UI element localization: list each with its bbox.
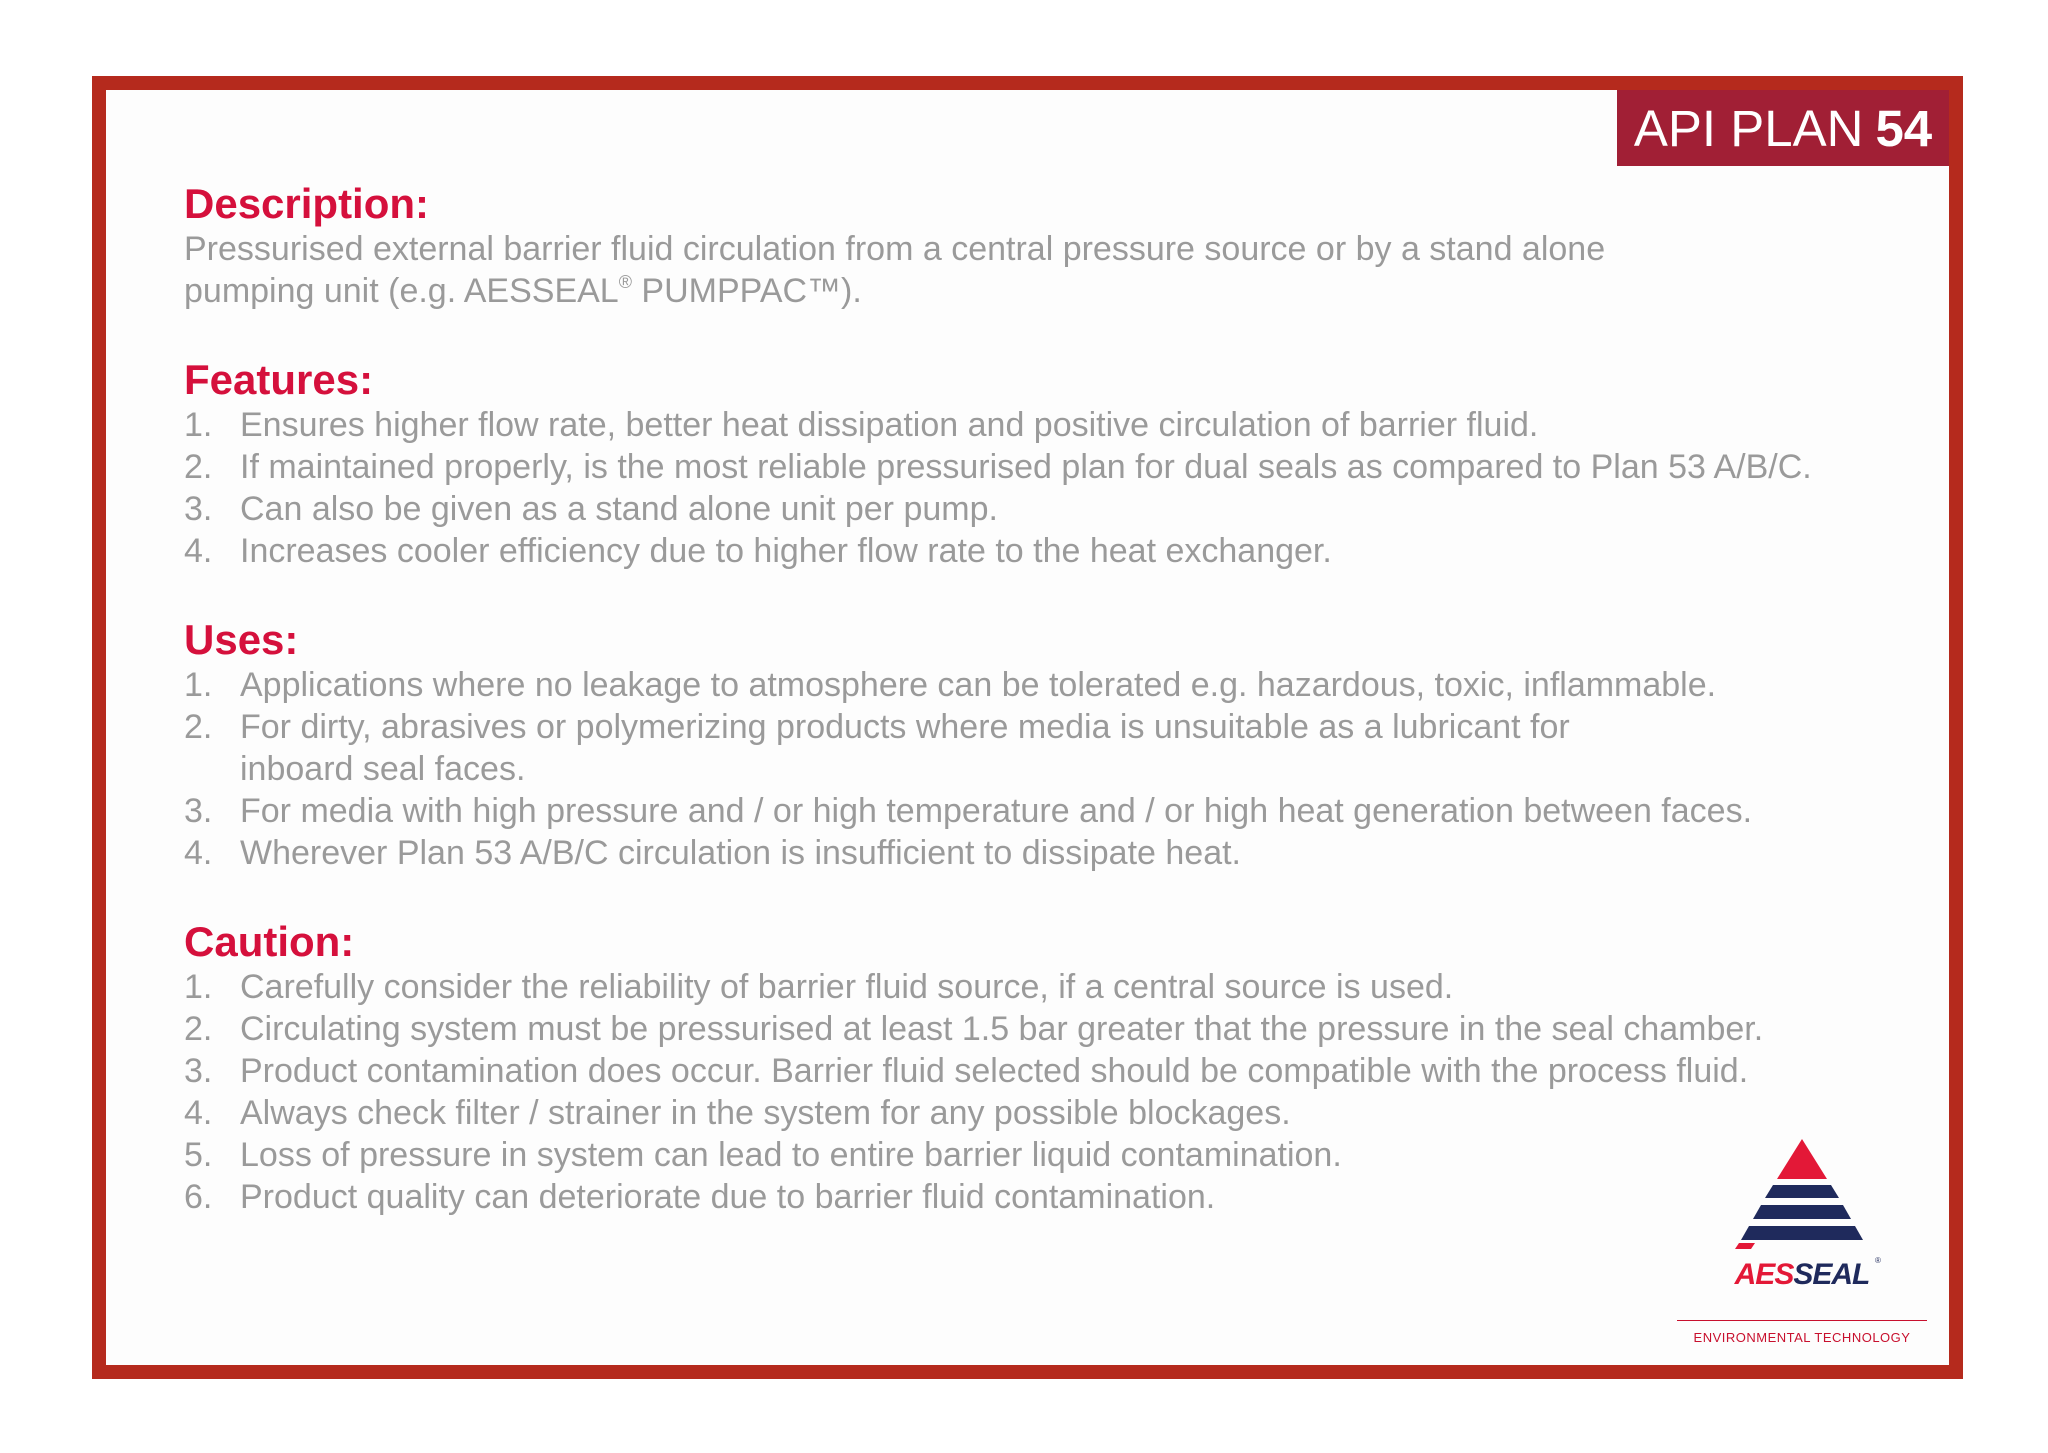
list-number: 1.: [184, 406, 213, 444]
list-text: Always check filter / strainer in the system for any possible blockages.: [240, 1094, 1291, 1132]
description-line-1: Pressurised external barrier fluid circulation from a central pressure source or by a stand alone: [184, 230, 1606, 268]
logo-divider: [1677, 1320, 1927, 1321]
list-number: 2.: [184, 1010, 213, 1048]
description-line-2a: pumping unit (e.g. AESSEAL: [184, 272, 619, 310]
features-section: [184, 356, 1944, 572]
list-number: 4.: [184, 532, 213, 570]
list-text: Can also be given as a stand alone unit per pump.: [240, 490, 998, 528]
plan-badge: [1617, 90, 1949, 166]
list-text: Ensures higher flow rate, better heat dissipation and positive circulation of barrier fluid.: [240, 406, 1539, 444]
plan-badge-prefix: API PLAN: [1633, 99, 1864, 157]
list-text: Circulating system must be pressurised at least 1.5 bar greater that the pressure in the seal chamber.: [240, 1010, 1764, 1048]
list-text-line-2: inboard seal faces.: [240, 750, 526, 788]
uses-section: [184, 616, 1944, 874]
list-number: 5.: [184, 1136, 213, 1174]
list-item: [184, 1050, 1944, 1092]
list-item: [184, 446, 1944, 488]
plan-badge-number: 54: [1875, 99, 1933, 157]
list-text: Product contamination does occur. Barrier fluid selected should be compatible with the process fluid.: [240, 1052, 1749, 1090]
list-number: 2.: [184, 448, 213, 486]
list-item: [184, 706, 1944, 790]
list-text: Applications where no leakage to atmosphere can be tolerated e.g. hazardous, toxic, inflammable.: [240, 666, 1717, 704]
list-number: 3.: [184, 490, 213, 528]
list-text: If maintained properly, is the most reliable pressurised plan for dual seals as compared to Plan 53 A/B/C.: [240, 448, 1812, 486]
list-item: [184, 1092, 1944, 1134]
aesseal-logo: [1677, 1131, 1927, 1351]
list-item: [184, 530, 1944, 572]
list-number: 3.: [184, 1052, 213, 1090]
list-text: Loss of pressure in system can lead to entire barrier liquid contamination.: [240, 1136, 1342, 1174]
info-card: [92, 76, 1963, 1379]
list-item: [184, 966, 1944, 1008]
svg-text:AESSEAL: AESSEAL: [1734, 1258, 1870, 1291]
list-number: 2.: [184, 708, 213, 746]
svg-text:®: ®: [1875, 1256, 1881, 1265]
list-number: 1.: [184, 968, 213, 1006]
description-section: [184, 180, 1944, 312]
list-text: Product quality can deteriorate due to barrier fluid contamination.: [240, 1178, 1216, 1216]
aesseal-logo-mark: [1677, 1131, 1927, 1311]
list-number: 1.: [184, 666, 213, 704]
caution-heading: Caution:: [184, 918, 355, 965]
list-text: Increases cooler efficiency due to higher flow rate to the heat exchanger.: [240, 532, 1332, 570]
list-text: [240, 706, 1944, 790]
list-text: Carefully consider the reliability of barrier fluid source, if a central source is used.: [240, 968, 1454, 1006]
list-number: 6.: [184, 1178, 213, 1216]
list-text-line-1: For dirty, abrasives or polymerizing products where media is unsuitable as a lubricant for: [240, 708, 1570, 746]
logo-tagline: ENVIRONMENTAL TECHNOLOGY: [1693, 1330, 1911, 1345]
list-number: 4.: [184, 834, 213, 872]
content: [184, 180, 1944, 1262]
description-line-2b: PUMPPAC™).: [631, 272, 862, 310]
description-text: [184, 228, 1944, 312]
list-item: [184, 404, 1944, 446]
uses-list: [184, 664, 1944, 874]
uses-heading: Uses:: [184, 616, 299, 663]
list-item: [184, 790, 1944, 832]
list-text: For media with high pressure and / or high temperature and / or high heat generation between faces.: [240, 792, 1753, 830]
list-number: 3.: [184, 792, 213, 830]
list-text: Wherever Plan 53 A/B/C circulation is insufficient to dissipate heat.: [240, 834, 1241, 872]
features-heading: Features:: [184, 356, 374, 403]
list-item: [184, 832, 1944, 874]
list-number: 4.: [184, 1094, 213, 1132]
registered-mark: ®: [618, 272, 632, 292]
list-item: [184, 1008, 1944, 1050]
description-heading: Description:: [184, 180, 430, 227]
list-item: [184, 664, 1944, 706]
features-list: [184, 404, 1944, 572]
list-item: [184, 488, 1944, 530]
